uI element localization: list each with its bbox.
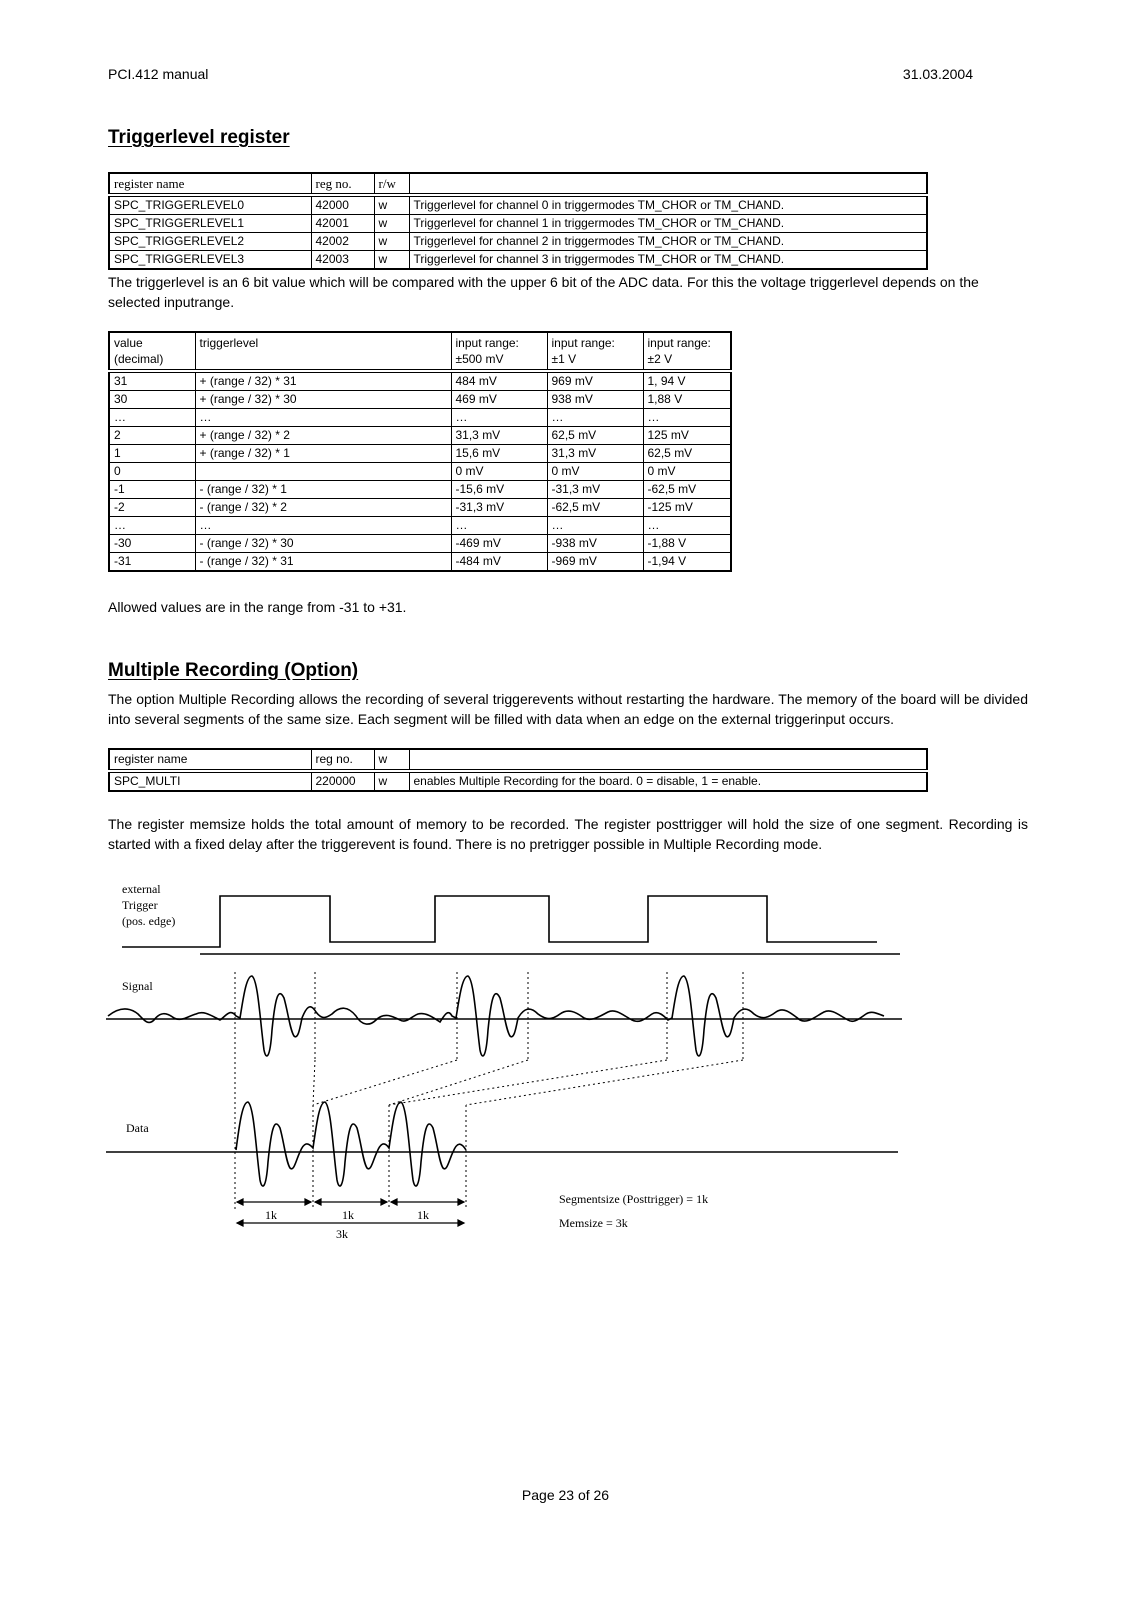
trigger-label-line1: external: [122, 882, 161, 896]
cell: …: [547, 409, 643, 427]
cell: -969 mV: [547, 553, 643, 572]
cell: - (range / 32) * 1: [195, 481, 451, 499]
cell: - (range / 32) * 2: [195, 499, 451, 517]
cell: -1: [109, 481, 195, 499]
cell: -469 mV: [451, 535, 547, 553]
multiple-recording-intro: The option Multiple Recording allows the recording of several triggerevents without restarting the hardware. The memory of the board will be divided into several segments of the same size. Each segment will be filled with data when an edge on the external triggerinput occurs.: [108, 691, 1028, 727]
cell: 31,3 mV: [547, 445, 643, 463]
header-cell: register name: [109, 749, 311, 771]
cell: 938 mV: [547, 391, 643, 409]
cell: 1, 94 V: [643, 371, 731, 391]
cell: w: [374, 771, 409, 791]
data-waveform: [236, 1102, 466, 1186]
cell: + (range / 32) * 30: [195, 391, 451, 409]
cell: -1,94 V: [643, 553, 731, 572]
cell: 31: [109, 371, 195, 391]
cell: -938 mV: [547, 535, 643, 553]
cell: 125 mV: [643, 427, 731, 445]
cell: enables Multiple Recording for the board. 0 = disable, 1 = enable.: [409, 771, 927, 791]
table-row: [109, 771, 927, 791]
header-cell: value (decimal): [109, 332, 195, 371]
cell: -2: [109, 499, 195, 517]
cell: 1,88 V: [643, 391, 731, 409]
table-row: [109, 251, 927, 270]
cell: w: [374, 195, 409, 215]
cell: Triggerlevel for channel 3 in triggermodes TM_CHOR or TM_CHAND.: [409, 251, 927, 270]
cell: SPC_TRIGGERLEVEL3: [109, 251, 311, 270]
trigger-label-line3: (pos. edge): [122, 914, 176, 928]
section-heading-triggerlevel: Triggerlevel register: [108, 127, 290, 148]
cell: + (range / 32) * 31: [195, 371, 451, 391]
cell: -31: [109, 553, 195, 572]
cell: 469 mV: [451, 391, 547, 409]
cell: -125 mV: [643, 499, 731, 517]
manual-title: PCI.412 manual: [108, 66, 209, 82]
table-row: [109, 409, 731, 427]
cell: + (range / 32) * 1: [195, 445, 451, 463]
cell: Triggerlevel for channel 0 in triggermodes TM_CHOR or TM_CHAND.: [409, 195, 927, 215]
cell: 484 mV: [451, 371, 547, 391]
cell: -31,3 mV: [451, 499, 547, 517]
cell: 0 mV: [547, 463, 643, 481]
cell: …: [547, 517, 643, 535]
table-row: [109, 195, 927, 215]
cell: 30: [109, 391, 195, 409]
cell: w: [374, 233, 409, 251]
cell: -1,88 V: [643, 535, 731, 553]
cell: …: [643, 517, 731, 535]
cell: 15,6 mV: [451, 445, 547, 463]
table-row: [109, 391, 731, 409]
cell: SPC_TRIGGERLEVEL0: [109, 195, 311, 215]
header-cell: reg no.: [311, 749, 374, 771]
table-row: [109, 445, 731, 463]
table-row: [109, 481, 731, 499]
triggerlevel-register-table: [108, 172, 928, 270]
cell: -62,5 mV: [547, 499, 643, 517]
cell: Triggerlevel for channel 2 in triggermodes TM_CHOR or TM_CHAND.: [409, 233, 927, 251]
memsize-note: Memsize = 3k: [559, 1216, 628, 1230]
cell: …: [109, 409, 195, 427]
header-cell: w: [374, 749, 409, 771]
segment-2-label: 1k: [342, 1208, 354, 1222]
cell: 1: [109, 445, 195, 463]
manual-date: 31.03.2004: [902, 66, 973, 82]
table-row: [109, 215, 927, 233]
cell: 2: [109, 427, 195, 445]
cell: -31,3 mV: [547, 481, 643, 499]
cell: w: [374, 251, 409, 270]
section-heading-multiple-recording: Multiple Recording (Option): [108, 660, 359, 681]
cell: …: [195, 409, 451, 427]
cell: SPC_MULTI: [109, 771, 311, 791]
cell: - (range / 32) * 30: [195, 535, 451, 553]
cell: -15,6 mV: [451, 481, 547, 499]
signal-waveform: [108, 976, 884, 1056]
table-row: [109, 427, 731, 445]
cell: w: [374, 215, 409, 233]
header-cell: input range: ±1 V: [547, 332, 643, 371]
cell: 42001: [311, 215, 374, 233]
cell: …: [109, 517, 195, 535]
allowed-values-note: Allowed values are in the range from -31 to +31.: [108, 599, 407, 615]
cell: 42002: [311, 233, 374, 251]
table-header-row: [109, 749, 927, 771]
table-row: [109, 535, 731, 553]
cell: 31,3 mV: [451, 427, 547, 445]
trigger-waveform: [122, 896, 877, 947]
table-header-row: [109, 173, 927, 195]
header-cell: register name: [109, 173, 311, 195]
cell: -484 mV: [451, 553, 547, 572]
table-row: [109, 553, 731, 572]
cell: + (range / 32) * 2: [195, 427, 451, 445]
segmentsize-note: Segmentsize (Posttrigger) = 1k: [559, 1192, 709, 1206]
table-row: [109, 233, 927, 251]
header-cell: input range: ±2 V: [643, 332, 731, 371]
cell: …: [643, 409, 731, 427]
total-label: 3k: [336, 1227, 348, 1241]
cell: …: [451, 517, 547, 535]
header-cell: triggerlevel: [195, 332, 451, 371]
table-header-row: [109, 332, 731, 371]
header-cell: input range: ±500 mV: [451, 332, 547, 371]
table-row: [109, 371, 731, 391]
cell: [195, 463, 451, 481]
header-cell: r/w: [374, 173, 409, 195]
multi-register-table: [108, 748, 928, 792]
memsize-description: The register memsize holds the total amount of memory to be recorded. The register posttrigger will hold the size of one segment. Recording is started with a fixed delay after the triggerevent is found. There is no pretrigger possible in Multiple Recording mode.: [108, 816, 1028, 852]
cell: 62,5 mV: [643, 445, 731, 463]
triggerlevel-values-table: [108, 331, 732, 572]
signal-label: Signal: [122, 979, 153, 993]
cell: 0 mV: [451, 463, 547, 481]
trigger-label-line2: Trigger: [122, 898, 158, 912]
table-row: [109, 517, 731, 535]
cell: 62,5 mV: [547, 427, 643, 445]
cell: SPC_TRIGGERLEVEL2: [109, 233, 311, 251]
cell: 0: [109, 463, 195, 481]
table-row: [109, 499, 731, 517]
cell: 42003: [311, 251, 374, 270]
data-label: Data: [126, 1121, 149, 1135]
cell: Triggerlevel for channel 1 in triggermodes TM_CHOR or TM_CHAND.: [409, 215, 927, 233]
segment-3-label: 1k: [417, 1208, 429, 1222]
cell: …: [451, 409, 547, 427]
cell: -30: [109, 535, 195, 553]
cell: 42000: [311, 195, 374, 215]
header-cell: [409, 173, 927, 195]
multiple-recording-timing-diagram: [100, 880, 930, 1260]
triggerlevel-description: The triggerlevel is an 6 bit value which will be compared with the upper 6 bit of the ADC data. For this the voltage triggerlevel depends on the selected inputrange.: [108, 274, 979, 310]
page-number: Page 23 of 26: [521, 1487, 610, 1503]
cell: 220000: [311, 771, 374, 791]
header-cell: reg no.: [311, 173, 374, 195]
cell: SPC_TRIGGERLEVEL1: [109, 215, 311, 233]
table-row: [109, 463, 731, 481]
cell: 0 mV: [643, 463, 731, 481]
cell: 969 mV: [547, 371, 643, 391]
header-cell: [409, 749, 927, 771]
cell: - (range / 32) * 31: [195, 553, 451, 572]
segment-1-label: 1k: [265, 1208, 277, 1222]
cell: -62,5 mV: [643, 481, 731, 499]
cell: …: [195, 517, 451, 535]
